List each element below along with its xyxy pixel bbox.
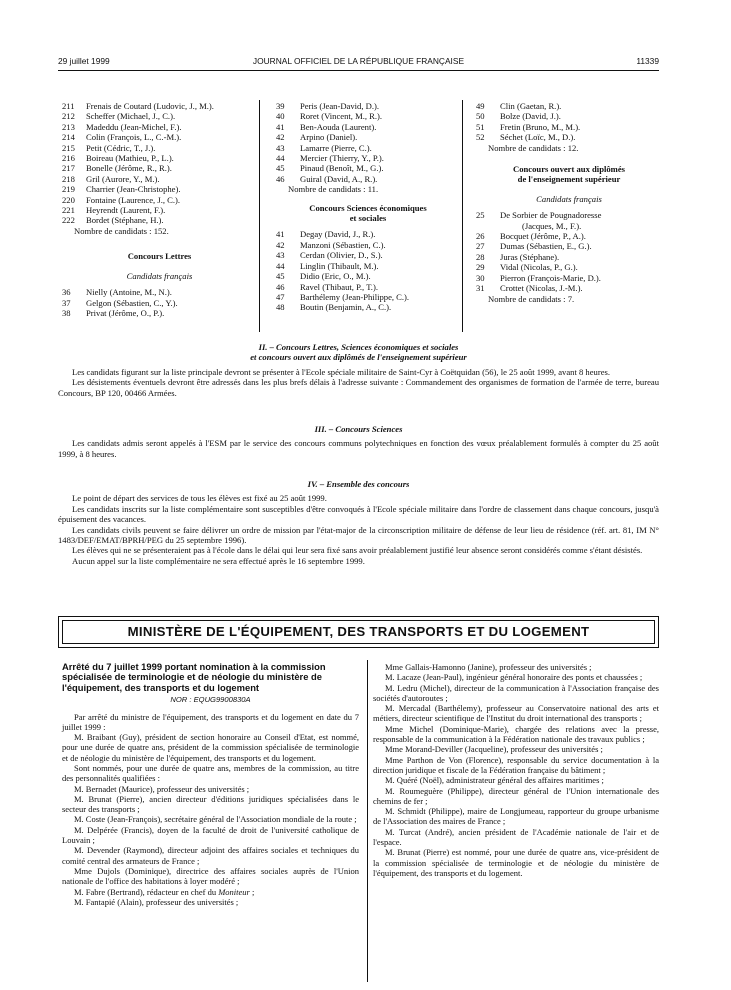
list-item <box>276 271 460 281</box>
list-item <box>62 174 257 184</box>
candidate-name: Juras (Stéphane). <box>500 251 560 262</box>
candidate-count: Nombre de candidats : 11. <box>288 184 379 195</box>
paragraph: M. Lacaze (Jean-Paul), ingénieur général honoraire des ponts et chaussées ; <box>385 672 643 683</box>
candidate-rank: 45 <box>276 163 285 174</box>
list-item <box>62 153 257 163</box>
candidate-name: Vidal (Nicolas, P., G.). <box>500 262 578 273</box>
paragraph: M. Brunat (Pierre) est nommé, pour une durée de quatre ans, vice-président de la commission spécialisée de terminologie et de néologie du ministère de l'équipement, des transports et du logement. <box>373 847 659 878</box>
candidate-list <box>62 101 257 226</box>
candidate-rank: 221 <box>62 205 75 216</box>
candidate-rank: 50 <box>476 111 485 122</box>
section-heading: Concours ouvert aux diplômés <box>513 164 625 175</box>
candidate-name: Cerdan (Olivier, D., S.). <box>300 250 383 261</box>
list-item <box>476 132 662 142</box>
candidate-count: Nombre de candidats : 152. <box>74 225 169 236</box>
list-item <box>62 143 257 153</box>
paragraph: Les candidats admis seront appelés à l'ESM par le service des concours communs polytechniques en fonction des vœux préalablement formulés à compter du 25 août 1999, à 8 heures. <box>58 438 659 459</box>
paragraph: Aucun appel sur la liste complémentaire ne sera effectué après le 16 septembre 1999. <box>72 555 365 566</box>
candidate-name: Charrier (Jean-Christophe). <box>86 184 181 195</box>
section-title: IV. – Ensemble des concours <box>307 479 410 489</box>
paragraph: M. Coste (Jean-François), secrétaire général de l'Association mondiale de la route ; <box>74 814 357 825</box>
candidate-name: Frenais de Coutard (Ludovic, J., M.). <box>86 101 214 111</box>
list-item <box>476 262 662 272</box>
list-item <box>62 205 257 215</box>
candidate-rank: 48 <box>276 302 285 313</box>
list-item <box>276 143 460 153</box>
list-item <box>276 111 460 121</box>
candidate-rank: 46 <box>276 281 285 292</box>
section-heading: et sociales <box>349 213 387 224</box>
list-item <box>276 122 460 132</box>
candidate-rank: 41 <box>276 121 285 132</box>
candidate-name: Guiral (David, A., R.). <box>300 173 378 184</box>
candidate-rank: 212 <box>62 111 75 122</box>
list-item <box>62 184 257 194</box>
candidate-name: Pinaud (Benoît, M., G.). <box>300 163 384 174</box>
list-item <box>276 132 460 142</box>
paragraph: Mme Michel (Dominique-Marie), chargée des relations avec la presse, responsable de la communication à la Fédération nationale des travaux publics ; <box>373 723 659 745</box>
list-item <box>276 250 460 260</box>
candidate-rank: 31 <box>476 283 485 294</box>
paragraph: Les désistements éventuels devront être adressés dans les plus brefs délais à l'adresse suivante : Commandement des organismes de formation de l'armée de terre, bureau Concours, BP 120, 00466 Armées. <box>58 377 659 398</box>
paragraph: Sont nommés, pour une durée de quatre ans, membres de la commission, au titre des personnalités qualifiées : <box>62 763 359 784</box>
arrete-title: Arrêté du 7 juillet 1999 portant nomination à la commission spécialisée de terminologie et de néologie du ministère de l'équipement, des transports et du logement <box>62 661 326 693</box>
column-3 <box>476 101 662 304</box>
candidate-list <box>476 101 662 143</box>
list-item <box>62 195 257 205</box>
candidate-rank: 42 <box>276 132 285 143</box>
list-item <box>62 111 257 121</box>
candidate-name: Nielly (Antoine, M., N.). <box>86 287 172 298</box>
candidate-rank: 27 <box>476 241 485 252</box>
candidate-name: Ben-Aouda (Laurent). <box>300 121 377 132</box>
list-item <box>476 273 662 283</box>
candidate-rank: 222 <box>62 215 75 226</box>
candidate-rank: 30 <box>476 272 485 283</box>
candidate-name: Séchet (Loïc, M., D.). <box>500 132 576 143</box>
candidate-rank: 26 <box>476 231 485 242</box>
paragraph: M. Fantapié (Alain), professeur des universités ; <box>74 896 239 907</box>
candidate-name: Didio (Eric, O., M.). <box>300 271 371 282</box>
arrete-left-column <box>62 662 359 907</box>
candidate-rank: 43 <box>276 250 285 261</box>
candidate-rank: 211 <box>62 101 75 111</box>
paragraph: M. Turcat (André), ancien président de l'Académie nationale de l'air et de l'espace. <box>373 826 659 848</box>
section-subheading: Candidats français <box>126 270 193 281</box>
section-subheading: Candidats français <box>536 193 602 204</box>
candidate-name: Peris (Jean-David, D.). <box>300 101 379 111</box>
candidate-rank: 51 <box>476 121 485 132</box>
candidate-name: Boutin (Benjamin, A., C.). <box>300 302 392 313</box>
arrete-left-paragraphs <box>62 712 359 908</box>
paragraph: Les élèves qui ne se présenteraient pas à l'école dans le délai qui leur sera fixé sans avoir préalablement justifié leur absence seront considérés comme s'étant désistés. <box>72 545 643 556</box>
paragraph: M. Schmidt (Philippe), maire de Longjumeau, rapporteur du groupe urbanisme de l'Association des maires de France ; <box>373 806 659 827</box>
paragraph: M. Roumeguère (Philippe), directeur général de l'Union internationale des chemins de fer ; <box>373 785 659 806</box>
paragraph: M. Ledru (Michel), directeur de la communication à l'Association française des sociétés d'autoroutes ; <box>373 682 659 703</box>
arrete-right-column <box>373 662 659 878</box>
candidate-name: De Sorbier de Pougnadoresse <box>500 210 602 221</box>
paragraph: M. Brunat (Pierre), ancien directeur d'éditions juridiques spécialisées dans le secteur des transports ; <box>62 793 359 815</box>
candidate-name: Barthélemy (Jean-Philippe, C.). <box>300 291 410 302</box>
candidate-name: Fretin (Bruno, M., M.). <box>500 121 581 132</box>
paragraph: Les candidats inscrits sur la liste complémentaire sont susceptibles d'être convoqués à l'Ecole spéciale militaire dans l'ordre de classement dans chaque concours, jusqu'à épuisement des vacances. <box>58 503 659 525</box>
paragraph: M. Mercadal (Barthélemy), professeur au Conservatoire national des arts et métiers, directeur scientifique de l'Institut du droit international des transports ; <box>373 703 659 724</box>
candidate-rank: 52 <box>476 132 485 143</box>
candidate-list <box>276 101 460 184</box>
candidate-name: Degay (David, J., R.). <box>300 229 376 240</box>
column-2 <box>276 101 460 313</box>
paragraph: Le point de départ des services de tous les élèves est fixé au 25 août 1999. <box>72 493 327 504</box>
candidate-name: Bonelle (Jérôme, R., R.). <box>86 163 172 174</box>
header-page-number: 11339 <box>636 56 659 66</box>
candidate-list <box>62 287 257 318</box>
candidate-rank: 40 <box>276 111 285 122</box>
candidate-rank: 213 <box>62 121 75 132</box>
candidate-name: Bolze (David, J.). <box>500 111 561 122</box>
list-item <box>276 282 460 292</box>
candidate-name: Dumas (Sébastien, E., G.). <box>500 241 592 252</box>
candidate-name: Roret (Vincent, M., R.). <box>300 111 383 122</box>
candidate-name: Arpino (Daniel). <box>300 132 358 143</box>
candidate-rank: 47 <box>276 291 285 302</box>
candidate-name: Linglin (Thibault, M.). <box>300 260 379 271</box>
candidate-rank: 25 <box>476 210 485 221</box>
candidate-count: Nombre de candidats : 7. <box>488 293 575 304</box>
paragraph: M. Fabre (Bertrand), rédacteur en chef du Moniteur ; <box>74 886 255 897</box>
list-item <box>476 283 662 293</box>
column-divider <box>462 100 463 332</box>
list-item <box>276 153 460 163</box>
paragraph: Mme Morand-Deviller (Jacqueline), professeur des universités ; <box>385 744 603 755</box>
candidate-rank: 217 <box>62 163 75 174</box>
header-date: 29 juillet 1999 <box>58 56 110 66</box>
candidate-rank: 46 <box>276 173 285 184</box>
list-item <box>276 302 460 312</box>
candidate-name: Mercier (Thierry, Y., P.). <box>300 153 384 164</box>
column-divider <box>259 100 260 332</box>
candidate-rank: 220 <box>62 194 75 205</box>
paragraph: M. Devender (Raymond), directeur adjoint des affaires sociales et techniques du comité central des armateurs de France ; <box>62 845 359 866</box>
candidate-rank: 214 <box>62 132 75 143</box>
list-item <box>276 174 460 184</box>
candidate-name: Boireau (Mathieu, P., L.). <box>86 153 174 164</box>
column-divider <box>367 660 368 982</box>
candidate-name: Crottet (Nicolas, J.-M.). <box>500 283 583 294</box>
list-item <box>476 241 662 251</box>
list-item <box>62 298 257 308</box>
candidate-name: Heyrendt (Laurent, F.). <box>86 205 166 216</box>
candidate-name: Pierron (François-Marie, D.). <box>500 272 601 283</box>
ministry-banner: MINISTÈRE DE L'ÉQUIPEMENT, DES TRANSPORTS ET DU LOGEMENT <box>62 620 655 644</box>
candidate-rank: 41 <box>276 229 285 240</box>
candidate-rank: 218 <box>62 173 75 184</box>
candidate-name: Gril (Aurore, Y., M.). <box>86 173 160 184</box>
candidate-rank: 29 <box>476 262 485 273</box>
list-item <box>62 132 257 142</box>
paragraph: M. Quéré (Noël), administrateur général des affaires maritimes ; <box>385 775 604 786</box>
candidate-list <box>276 229 460 312</box>
candidate-name: Clin (Gaetan, R.). <box>500 101 562 111</box>
candidate-rank: 36 <box>62 287 71 298</box>
candidate-rank: 44 <box>276 260 285 271</box>
publication-name: Moniteur <box>218 886 250 897</box>
list-item <box>276 261 460 271</box>
candidate-rank: 37 <box>62 297 71 308</box>
list-item <box>276 163 460 173</box>
paragraph: Les candidats figurant sur la liste principale devront se présenter à l'Ecole spéciale militaire de Saint-Cyr à Coëtquidan (56), le 25 août 1999, avant 8 heures. <box>72 366 611 377</box>
paragraph: Mme Parthon de Von (Florence), responsable du service documentation à la direction juridique et fiscale de la Fédération française du bâtiment ; <box>373 754 659 775</box>
list-item <box>276 101 460 111</box>
candidate-rank: 38 <box>62 307 71 318</box>
candidate-rank: 219 <box>62 184 75 195</box>
candidate-name: Bordet (Stéphane, H.). <box>86 215 164 226</box>
list-item <box>62 122 257 132</box>
section-heading: de l'enseignement supérieur <box>517 174 621 185</box>
list-item <box>62 215 257 225</box>
arrete-right-paragraphs <box>373 662 659 878</box>
candidate-name: Colin (François, L., C.-M.). <box>86 132 182 143</box>
page-header <box>58 56 659 68</box>
candidate-name: Manzoni (Sébastien, C.). <box>300 239 386 250</box>
list-item <box>62 101 257 111</box>
section-title: II. – Concours Lettres, Sciences économiques et sociales <box>258 342 459 352</box>
candidate-name: Madeddu (Jean-Michel, F.). <box>86 121 182 132</box>
candidate-name: Ravel (Thibaut, P., T.). <box>300 281 378 292</box>
candidate-rank: 28 <box>476 251 485 262</box>
list-item <box>476 231 662 241</box>
candidate-rank: 45 <box>276 271 285 282</box>
candidate-name: Lamarre (Pierre, C.). <box>300 142 372 153</box>
section-3 <box>58 424 659 459</box>
list-item <box>476 101 662 111</box>
list-item <box>476 111 662 121</box>
candidate-count: Nombre de candidats : 12. <box>488 142 579 153</box>
candidate-rank: 42 <box>276 239 285 250</box>
candidate-list <box>476 210 662 293</box>
candidate-name: Scheffer (Michael, J., C.). <box>86 111 176 122</box>
list-item <box>276 292 460 302</box>
section-4 <box>58 479 659 566</box>
paragraph: Les candidats civils peuvent se faire délivrer un ordre de mission par l'état-major de la circonscription militaire de défense de leur lieu de résidence (réf. art. 81, IM N° 1483/DEF/EMAT/BPRH/PEG du 25 septembre 1996). <box>58 524 659 546</box>
section-heading: Concours Sciences économiques <box>309 202 427 213</box>
candidate-name: Bocquet (Jérôme, P., A.). <box>500 231 586 242</box>
list-item <box>62 163 257 173</box>
nor-reference: NOR : EQUG9900830A <box>170 695 251 705</box>
list-item <box>476 210 662 220</box>
paragraph: M. Delpérée (Francis), doyen de la faculté de droit de l'université catholique de Louvain ; <box>62 824 359 846</box>
paragraph: Mme Dujols (Dominique), directrice des affaires sociales auprès de l'Union nationale de l'office des habitations à loyer modéré ; <box>62 865 359 887</box>
paragraph: Mme Gallais-Hamonno (Janine), professeur des universités ; <box>385 662 592 672</box>
paragraph: Par arrêté du ministre de l'équipement, des transports et du logement en date du 7 juillet 1999 : <box>62 711 359 732</box>
candidate-rank: 43 <box>276 142 285 153</box>
header-journal-title: JOURNAL OFFICIEL DE LA RÉPUBLIQUE FRANÇAISE <box>252 56 465 66</box>
candidate-rank: 39 <box>276 101 285 111</box>
paragraph: M. Bernadet (Maurice), professeur des universités ; <box>74 783 250 794</box>
list-item <box>276 229 460 239</box>
section-heading: Concours Lettres <box>127 251 192 262</box>
section-title: et concours ouvert aux diplômés de l'enseignement supérieur <box>250 352 467 363</box>
header-rule <box>58 70 659 71</box>
candidate-name-continued: (Jacques, M., F.). <box>522 220 582 231</box>
paragraph: M. Braibant (Guy), président de section honoraire au Conseil d'Etat, est nommé, pour une durée de quatre ans, président de la commission spécialisée de terminologie et de néologie du ministère de l'équipement, des transports et du logement. <box>62 732 359 763</box>
candidate-rank: 216 <box>62 153 75 164</box>
section-title: III. – Concours Sciences <box>314 424 403 434</box>
list-item <box>276 240 460 250</box>
list-item <box>62 308 257 318</box>
candidate-rank: 215 <box>62 142 75 153</box>
candidate-name: Fontaine (Laurence, J., C.). <box>86 194 181 205</box>
candidate-name: Petit (Cédric, T., J.). <box>86 142 156 153</box>
section-2 <box>58 342 659 398</box>
candidate-name: Privat (Jérôme, O., P.). <box>86 307 165 318</box>
candidate-name: Gelgon (Sébastien, C., Y.). <box>86 297 178 308</box>
list-item <box>62 287 257 297</box>
column-1 <box>62 101 257 318</box>
candidate-rank: 49 <box>476 101 485 111</box>
candidate-rank: 44 <box>276 153 285 164</box>
list-item <box>476 122 662 132</box>
list-item <box>476 252 662 262</box>
